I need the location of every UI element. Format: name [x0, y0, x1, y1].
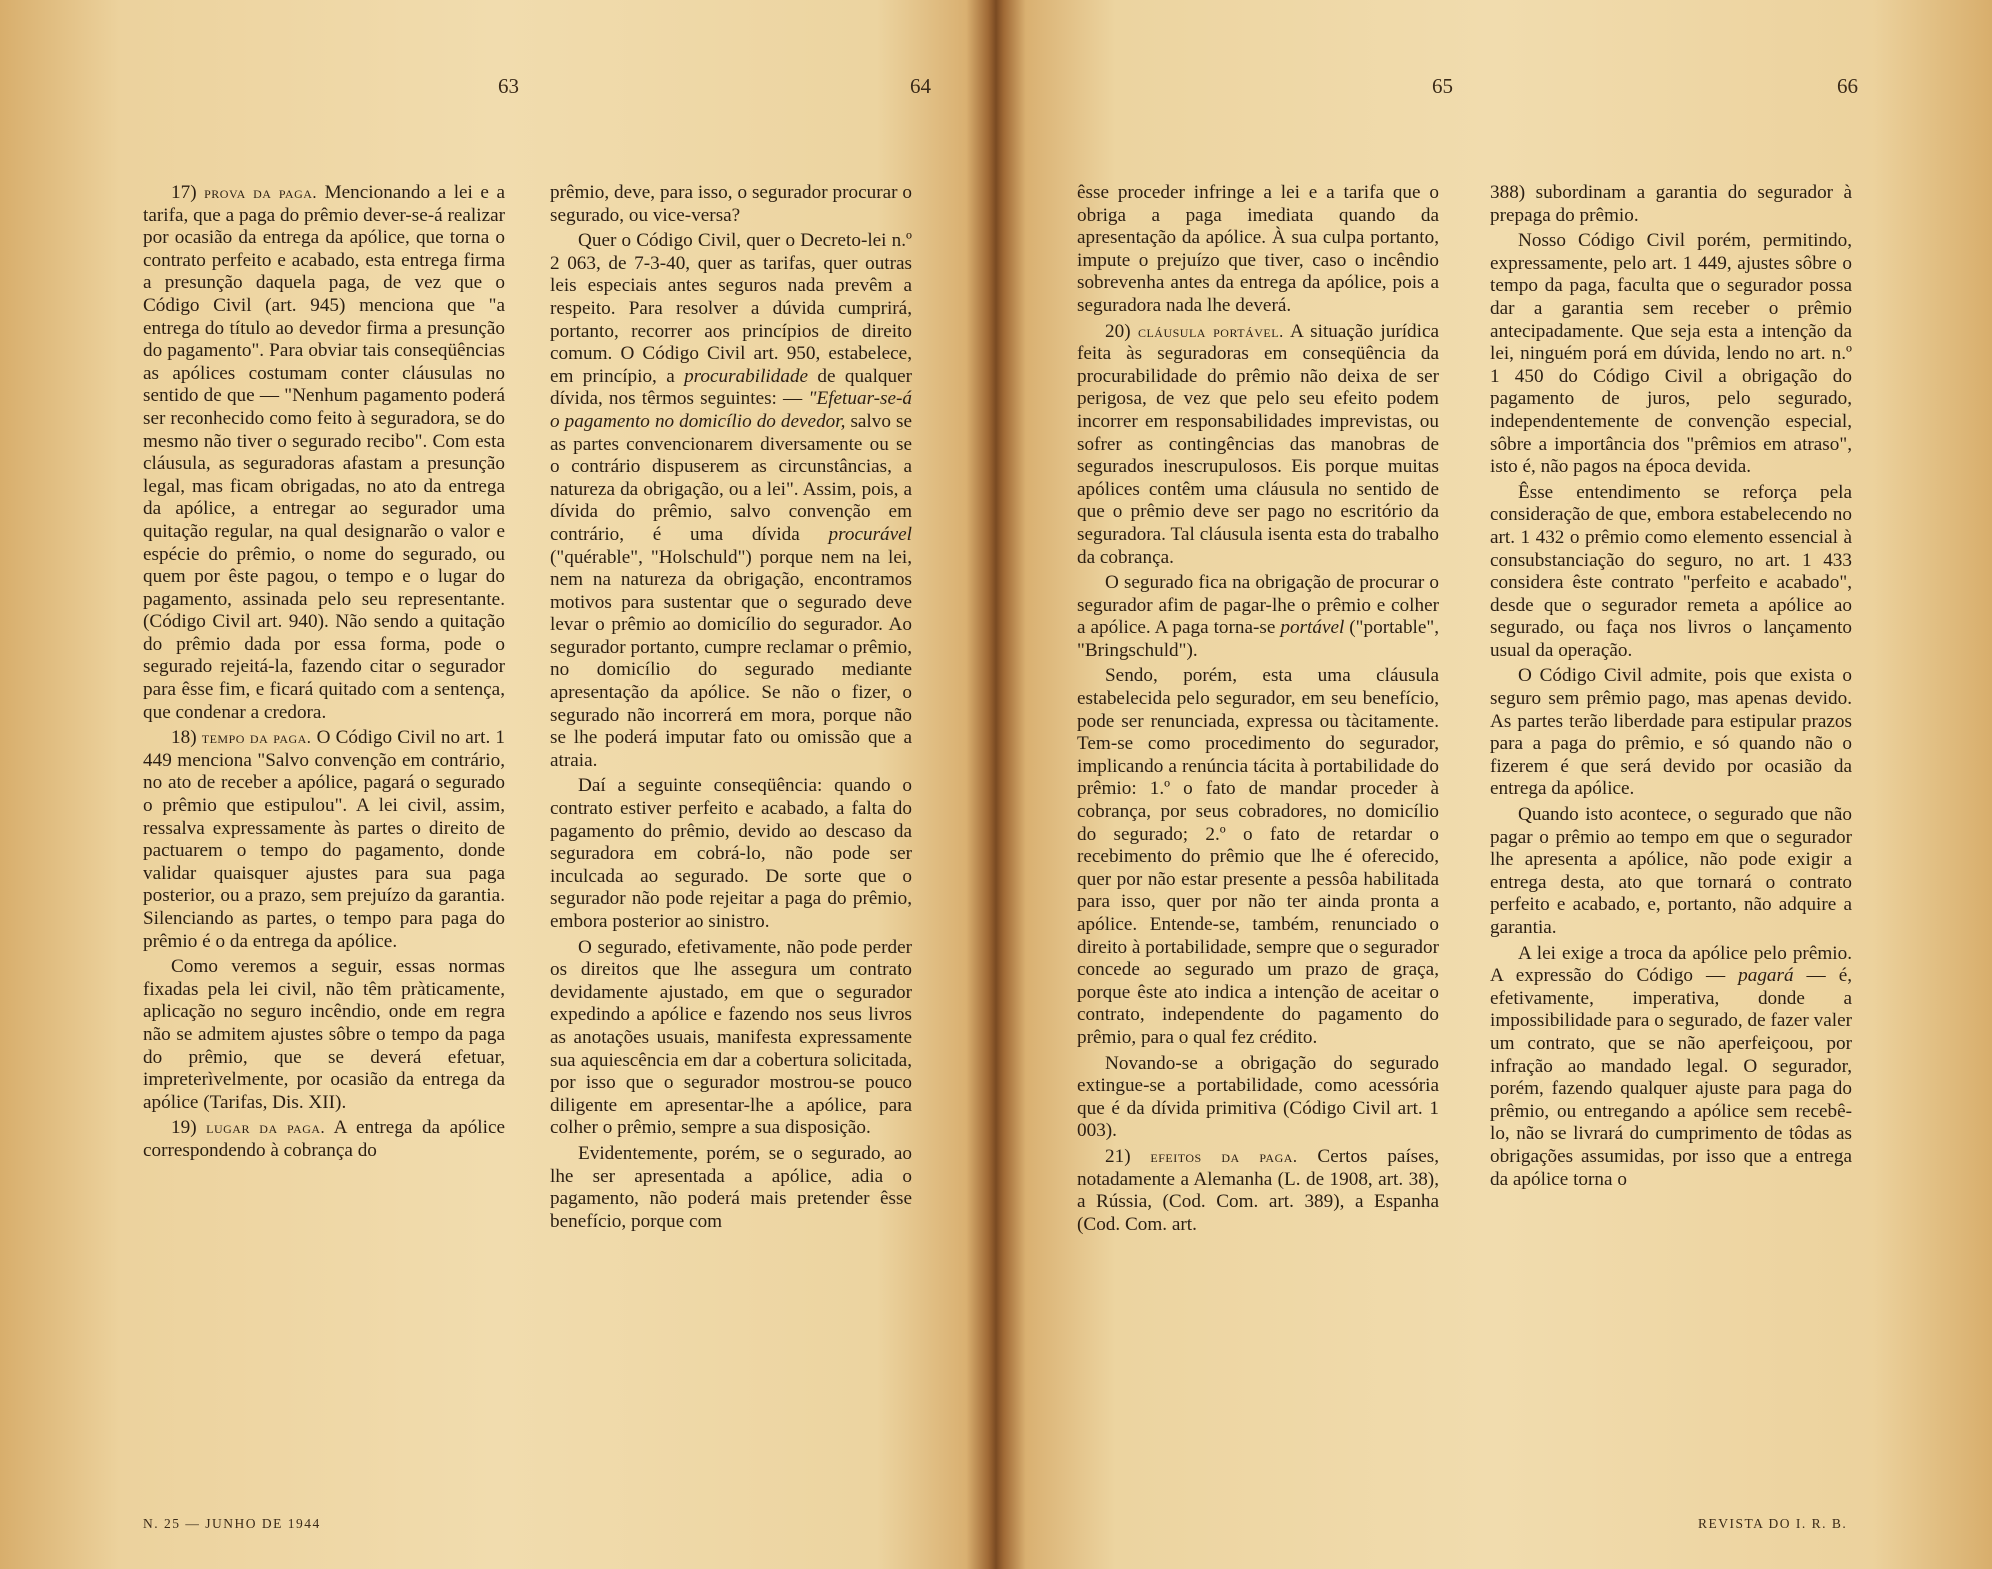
- text-column-page-66: [1490, 182, 1852, 1191]
- emphasis-quote: "Efetuar-se-á o pagamento no domicílio do devedor,: [550, 388, 913, 432]
- section-text: A entrega da apólice correspondendo à cobrança do: [143, 1117, 505, 1161]
- section-heading: tempo da paga.: [201, 728, 312, 748]
- text-run: ("portable", "Bringschuld").: [1077, 617, 1440, 661]
- section-text: Certos países, notadamente a Alemanha (L. de 1908, art. 38), a Rússia, (Cod. Com. art. 389), a Espanha (Cod. Com. art.: [1077, 1145, 1440, 1235]
- text-column-page-63: [143, 182, 505, 1163]
- section-text: O Código Civil no art. 1 449 menciona "Salvo convenção em contrário, no ato de receber a apólice, pagará o segurado o prêmio que estipulou". A lei civil, assim, ressalva expressamente às partes o direito de pactuarem o tempo do pagamento, donde validar quaisquer ajustes para sua paga posterior, ou a prazo, sem prejuízo da garantia. Silenciando as partes, o tempo para paga do prêmio é o da entrega da apólice.: [143, 727, 506, 952]
- paragraph-section-21: [1077, 1146, 1439, 1236]
- paragraph: Nosso Código Civil porém, permitindo, expressamente, pelo art. 1 449, ajustes sôbre o tempo da paga, faculta que o segurador possa dar a garantia sem receber o prêmio antecipadamente. Que seja esta a intenção da lei, ninguém porá em dúvida, lendo no art. n.º 1 450 do Código Civil a obrigação do pagamento de juros, pelo segurado, independentemente de convenção especial, sôbre a importância dos "prêmios em atraso", isto é, não pagos na época devida.: [1490, 230, 1852, 478]
- section-heading: lugar da paga.: [206, 1118, 326, 1138]
- footer-issue: N. 25 — JUNHO DE 1944: [143, 1516, 321, 1531]
- paragraph: Evidentemente, porém, se o segurado, ao lhe ser apresentada a apólice, adia o pagamento, não poderá mais pretender êsse benefício, porque com: [550, 1142, 912, 1232]
- paragraph: Sendo, porém, esta uma cláusula estabelecida pelo segurador, em seu benefício, pode ser renunciada, expressa ou tàcitamente. Tem-se como procedimento do segurador, implicando a renúncia tácita à portabilidade do prêmio: 1.º o fato de mandar proceder à cobrança, por seus cobradores, no domicílio do segurado; 2.º o fato de retardar o recebimento do prêmio que lhe é oferecido, quer por não estar presente a pessôa habilitada para isso, quer por não ter ainda pronta a apólice. Entende-se, também, renunciado o direito à portabilidade, sempre que o segurador concede ao segurado um prazo de graça, porque êste ato indica a intenção de aceitar o contrato, independente do pagamento do prêmio, para o qual fez crédito.: [1077, 665, 1439, 1048]
- paragraph-section-17: [143, 182, 505, 724]
- emphasis-text: procurabilidade: [684, 365, 809, 387]
- text-run: Quer o Código Civil, quer o Decreto-lei n.º 2 063, de 7-3-40, quer as tarifas, quer outras leis especiais antes seguros nada prevêm a respeito. Para resolver a dúvida cumprirá, portanto, recorrer aos princípios de direito comum. O Código Civil art. 950, estabelece, em princípio, a: [550, 230, 912, 387]
- section-heading: prova da paga.: [204, 183, 318, 202]
- text-run: O segurado fica na obrigação de procurar o segurador afim de pagar-lhe o prêmio e colher a apólice. A paga torna-se: [1077, 572, 1439, 639]
- section-text: Mencionando a lei e a tarifa, que a paga do prêmio dever-se-á realizar por ocasião da entrega da apólice, que torna o contrato perfeito e acabado, esta entrega firma a presunção daquela paga, de vez que o Código Civil (art. 945) menciona que "a entrega do título ao devedor firma a presunção do pagamento". Para obviar tais conseqüências as apólices costumam conter cláusulas no sentido de que — "Nenhum pagamento poderá ser reconhecido como feito à seguradora, se do mesmo não tiver o segurado recibo". Com esta cláusula, as seguradoras afastam a presunção legal, mas ficam obrigadas, no ato da entrega da apólice, a entregar ao segurador uma quitação regular, na qual designarão o valor e espécie do prêmio, o nome do segurado, ou quem por êste pagou, o tempo e o lugar do pagamento, assinada pelo seu representante. (Código Civil art. 940). Não sendo a quitação do prêmio dada por essa forma, pode o segurado rejeitá-la, fazendo citar o segurador para êsse fim, e ficará quitado com a sentença, que condenar a credora.: [143, 182, 505, 723]
- text-column-page-65: [1077, 182, 1439, 1236]
- text-run: de qualquer dívida, nos têrmos seguintes: —: [550, 365, 912, 410]
- paragraph: O segurado, efetivamente, não pode perder os direitos que lhe assegura um contrato devidamente ajustado, em que o segurador expedindo a apólice e fazendo nos seus livros as anotações usuais, manifesta expressamente sua aquiescência em dar a cobertura solicitada, por isso que o segurador mostrou-se pouco diligente em apresentar-lhe a apólice, para colher o prêmio, sempre a sua disposição.: [550, 936, 912, 1139]
- paragraph: Daí a seguinte conseqüência: quando o contrato estiver perfeito e acabado, a falta do pagamento do prêmio, devido ao descaso da seguradora em cobrá-lo, não pode ser inculcada ao segurado. De sorte que o segurador não pode rejeitar a paga do prêmio, embora posterior ao sinistro.: [550, 775, 912, 932]
- text-run: — é, efetivamente, imperativa, donde a impossibilidade para o segurado, de fazer valer um contrato, que se não aperfeiçoou, por infração ao mandado legal. O segurador, porém, fazendo qualquer ajuste para paga do prêmio, ou entregando a apólice sem recebê-lo, não se livrará do cumprimento de tôdas as obrigações assumidas, por isso que a entrega da apólice torna o: [1490, 965, 1853, 1190]
- paragraph: Novando-se a obrigação do segurado extingue-se a portabilidade, como acessória que é da dívida primitiva (Código Civil art. 1 003).: [1077, 1052, 1439, 1142]
- emphasis-text: pagará: [1738, 965, 1794, 987]
- paragraph: O Código Civil admite, pois que exista o seguro sem prêmio pago, mas apenas devido. As partes terão liberdade para estipular prazos para a paga do prêmio, e só quando não o fizerem é que será devido por ocasião da entrega da apólice.: [1490, 665, 1852, 800]
- paragraph: 388) subordinam a garantia do segurador à prepaga do prêmio.: [1490, 182, 1852, 226]
- text-run: A lei exige a troca da apólice pelo prêmio. A expressão do Código —: [1490, 942, 1852, 987]
- paragraph: prêmio, deve, para isso, o segurador procurar o segurado, ou vice-versa?: [550, 182, 912, 226]
- paragraph: [550, 230, 912, 772]
- footer-journal: REVISTA DO I. R. B.: [1698, 1516, 1848, 1531]
- section-number: 21): [1105, 1145, 1131, 1167]
- section-text: A situação jurídica feita às seguradoras em conseqüência da procurabilidade do prêmio não deixa de ser perigosa, de vez que pelo seu efeito podem incorrer em responsabilidades imprevistas, ou sofrer as contingências das manobras de segurados inescrupulosos. Eis porque muitas apólices contêm uma cláusula no sentido de que o prêmio deve ser pago no escritório da seguradora. Tal cláusula isenta esta do trabalho da cobrança.: [1077, 320, 1439, 568]
- page-number: 64: [910, 74, 931, 98]
- section-heading: efeitos da paga.: [1150, 1146, 1298, 1166]
- paragraph-section-18: [143, 727, 505, 953]
- paragraph-section-20: [1077, 321, 1439, 570]
- paragraph-section-19: [143, 1117, 505, 1162]
- page-number: 66: [1837, 74, 1858, 98]
- section-number: 17): [171, 182, 197, 203]
- page-number: 65: [1432, 74, 1453, 98]
- section-number: 20): [1105, 320, 1131, 342]
- text-run: ("quérable", "Holschuld") porque nem na lei, nem na natureza da obrigação, encontramos motivos para sustentar que o segurado deve levar o prêmio ao domicílio do segurador. Ao segurador portanto, cumpre reclamar o prêmio, no domicílio do segurado mediante apresentação da apólice. Se não o fizer, o segurado não incorrerá em mora, porque não se lhe poderá imputar fato ou omissão que a atraia.: [550, 546, 912, 771]
- paragraph: Como veremos a seguir, essas normas fixadas pela lei civil, não têm pràticamente, aplicação no seguro incêndio, onde em regra não se admitem ajustes sôbre o tempo da paga do prêmio, que se deverá efetuar, impreterìvelmente, por ocasião da entrega da apólice (Tarifas, Dis. XII).: [143, 956, 505, 1113]
- page-number: 63: [498, 74, 519, 98]
- paragraph: Quando isto acontece, o segurado que não pagar o prêmio ao tempo em que o segurador lhe apresenta a apólice, não pode exigir a entrega desta, ato que tornará o contrato perfeito e acabado, e, portanto, não adquire a garantia.: [1490, 804, 1852, 938]
- emphasis-text: procurável: [828, 523, 913, 545]
- text-column-page-64: [550, 182, 912, 1233]
- paragraph: êsse proceder infringe a lei e a tarifa que o obriga a paga imediata quando da apresentação da apólice. À sua culpa portanto, impute o prejuízo que tiver, caso o incêndio sobrevenha antes da entrega da apólice, pois a seguradora nada lhe deverá.: [1077, 182, 1439, 316]
- section-heading: cláusula portável.: [1137, 321, 1284, 341]
- paragraph: [1077, 572, 1439, 662]
- emphasis-text: portável: [1280, 617, 1345, 639]
- section-number: 19): [171, 1117, 197, 1139]
- text-run: salvo se as partes convencionarem diversamente ou se o contrário dispuserem as circunstâncias, a natureza da obrigação, ou a lei". Assim, pois, a dívida do prêmio, salvo convenção em contrário, é uma dívida: [550, 410, 912, 545]
- paragraph: Êsse entendimento se reforça pela consideração de que, embora estabelecendo no art. 1 432 o prêmio como elemento essencial à consubstanciação do seguro, no art. 1 433 considera êste contrato "perfeito e acabado", desde que o segurador remeta a apólice ao segurado, ou faça nos livros o lançamento usual da operação.: [1490, 481, 1852, 661]
- section-number: 18): [171, 727, 197, 749]
- paragraph: [1490, 943, 1852, 1192]
